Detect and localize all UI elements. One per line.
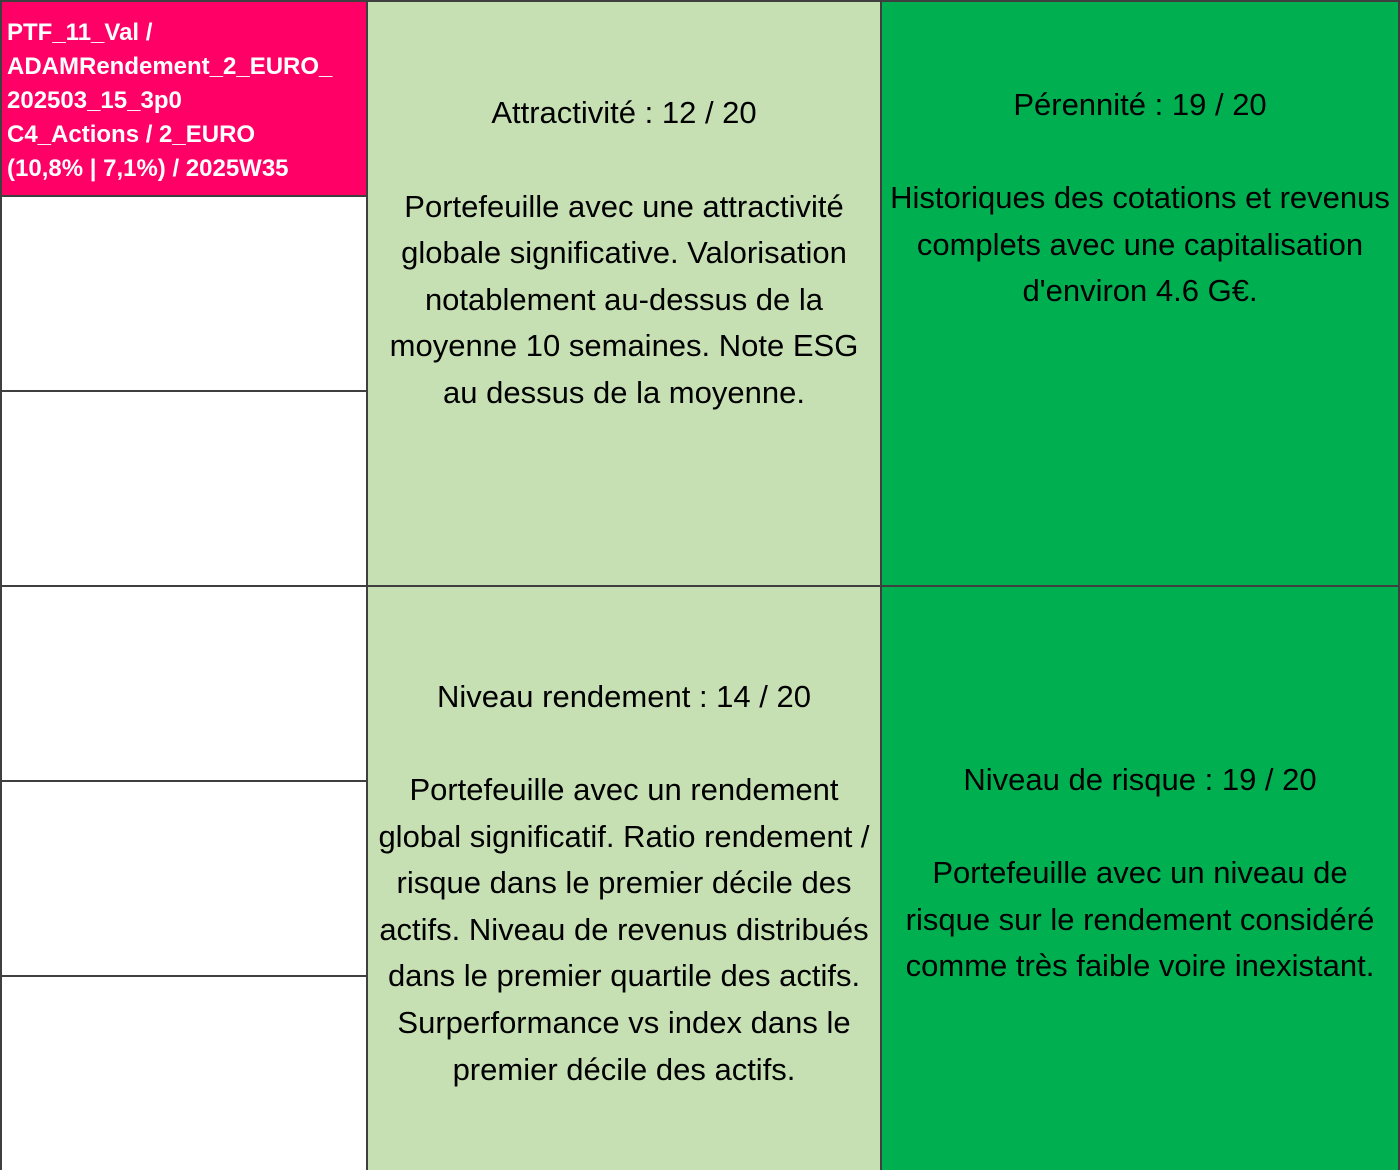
- blank-cell-3: [2, 587, 366, 780]
- blank-cell-4: [2, 782, 366, 975]
- attractivite-card: [368, 2, 880, 585]
- perennite-card: [882, 2, 1398, 585]
- rendement-card: [368, 587, 880, 1170]
- perennite-description: Historiques des cotations et revenus complets avec une capitalisation d'environ 4.6 G€.: [890, 180, 1390, 309]
- attractivite-description: Portefeuille avec une attractivité globale significative. Valorisation notablement au-dessus de la moyenne 10 semaines. Note ESG au dessus de la moyenne.: [389, 188, 859, 410]
- header-line-1: PTF_11_Val /: [7, 19, 153, 46]
- header-line-3: 202503_15_3p0: [7, 87, 182, 114]
- risque-card: [882, 587, 1398, 1170]
- risque-title: Niveau de risque : 19 / 20: [963, 762, 1317, 798]
- portfolio-header-cell: [2, 2, 366, 195]
- rendement-title: Niveau rendement : 14 / 20: [437, 678, 811, 714]
- risque-description: Portefeuille avec un niveau de risque sur le rendement considéré comme très faible voire inexistant.: [905, 855, 1375, 984]
- blank-cell-5: [2, 977, 366, 1170]
- attractivite-title: Attractivité : 12 / 20: [491, 95, 757, 131]
- header-line-2: ADAMRendement_2_EURO_: [7, 53, 333, 80]
- perennite-title: Pérennité : 19 / 20: [1013, 87, 1267, 123]
- rendement-description: Portefeuille avec un rendement global significatif. Ratio rendement / risque dans le premier décile des actifs. Niveau de revenus distribués dans le premier quartile des actifs. Surperformance vs index dans le premier décile des actifs.: [378, 772, 870, 1087]
- blank-cell-2: [2, 392, 366, 585]
- header-line-4: C4_Actions / 2_EURO: [7, 121, 256, 148]
- header-line-5: (10,8% | 7,1%) / 2025W35: [7, 155, 289, 182]
- blank-cell-1: [2, 197, 366, 390]
